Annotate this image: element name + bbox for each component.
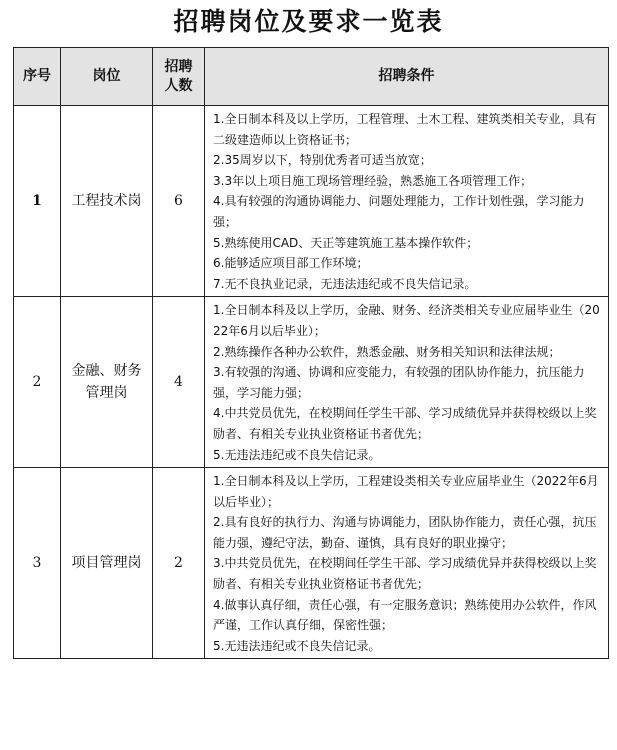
- row-count: 6: [153, 106, 205, 297]
- condition-item: 4.中共党员优先，在校期间任学生干部、学习成绩优异并获得校级以上奖励者、有相关专业执业资格证书者优先；: [213, 406, 597, 441]
- condition-item: 2.35周岁以下，特别优秀者可适当放宽；: [213, 153, 432, 168]
- condition-item: 5.熟练使用CAD、天正等建筑施工基本操作软件；: [213, 235, 479, 250]
- condition-item: 4.做事认真仔细，责任心强，有一定服务意识；熟练使用办公软件，作风严谨，工作认真仔细，保密性强；: [213, 597, 597, 633]
- header-seq: 序号: [14, 48, 61, 106]
- row-seq: 1: [14, 106, 61, 297]
- condition-item: 7.无不良执业记录，无违法违纪或不良失信记录。: [213, 276, 477, 291]
- table-row: [14, 297, 609, 468]
- condition-item: 4.具有较强的沟通协调能力、问题处理能力，工作计划性强，学习能力强；: [213, 194, 585, 229]
- condition-item: 2.熟练操作各种办公软件，熟悉金融、财务相关知识和法律法规；: [213, 344, 561, 359]
- row-count: 2: [153, 468, 205, 659]
- condition-item: 1.全日制本科及以上学历，工程建设类相关专业应届毕业生（2022年6月以后毕业）；: [213, 474, 599, 509]
- row-post: 金融、财务管理岗: [61, 297, 153, 468]
- page-title: 招聘岗位及要求一览表: [173, 7, 444, 36]
- row-conditions: [205, 468, 609, 659]
- condition-item: 3.3年以上项目施工现场管理经验，熟悉施工各项管理工作；: [213, 173, 533, 188]
- header-count-line1: 招聘: [164, 58, 193, 75]
- row-seq: 3: [14, 468, 61, 659]
- recruitment-table: [13, 47, 609, 659]
- header-conditions: 招聘条件: [205, 48, 609, 106]
- table-row: [14, 468, 609, 659]
- row-count: 4: [153, 297, 205, 468]
- row-conditions: [205, 297, 609, 468]
- condition-item: 1.全日制本科及以上学历，金融、财务、经济类相关专业应届毕业生（2022年6月以后毕业）；: [213, 303, 600, 338]
- header-post: 岗位: [61, 48, 153, 106]
- condition-item: 6.能够适应项目部工作环境；: [213, 256, 369, 271]
- condition-item: 5.无违法违纪或不良失信记录。: [213, 447, 381, 462]
- header-count-line2: 人数: [164, 77, 193, 94]
- condition-item: 3.有较强的沟通、协调和应变能力，有较强的团队协作能力，抗压能力强，学习能力强；: [213, 365, 585, 400]
- condition-item: 3.中共党员优先，在校期间任学生干部、学习成绩优异并获得校级以上奖励者、有相关专业执业资格证书者优先；: [213, 556, 597, 592]
- condition-item: 1.全日制本科及以上学历，工程管理、土木工程、建筑类相关专业，具有二级建造师以上资格证书；: [213, 112, 597, 147]
- table-row: [14, 106, 609, 297]
- header-count: [153, 48, 205, 106]
- table-header-row: [14, 48, 609, 106]
- condition-item: 2.具有良好的执行力、沟通与协调能力，团队协作能力，责任心强，抗压能力强，遵纪守法，勤奋、谨慎，具有良好的职业操守；: [213, 515, 597, 550]
- row-post: 项目管理岗: [61, 468, 153, 659]
- row-post: 工程技术岗: [61, 106, 153, 297]
- row-seq: 2: [14, 297, 61, 468]
- condition-item: 5.无违法违纪或不良失信记录。: [213, 638, 381, 653]
- row-conditions: [205, 106, 609, 297]
